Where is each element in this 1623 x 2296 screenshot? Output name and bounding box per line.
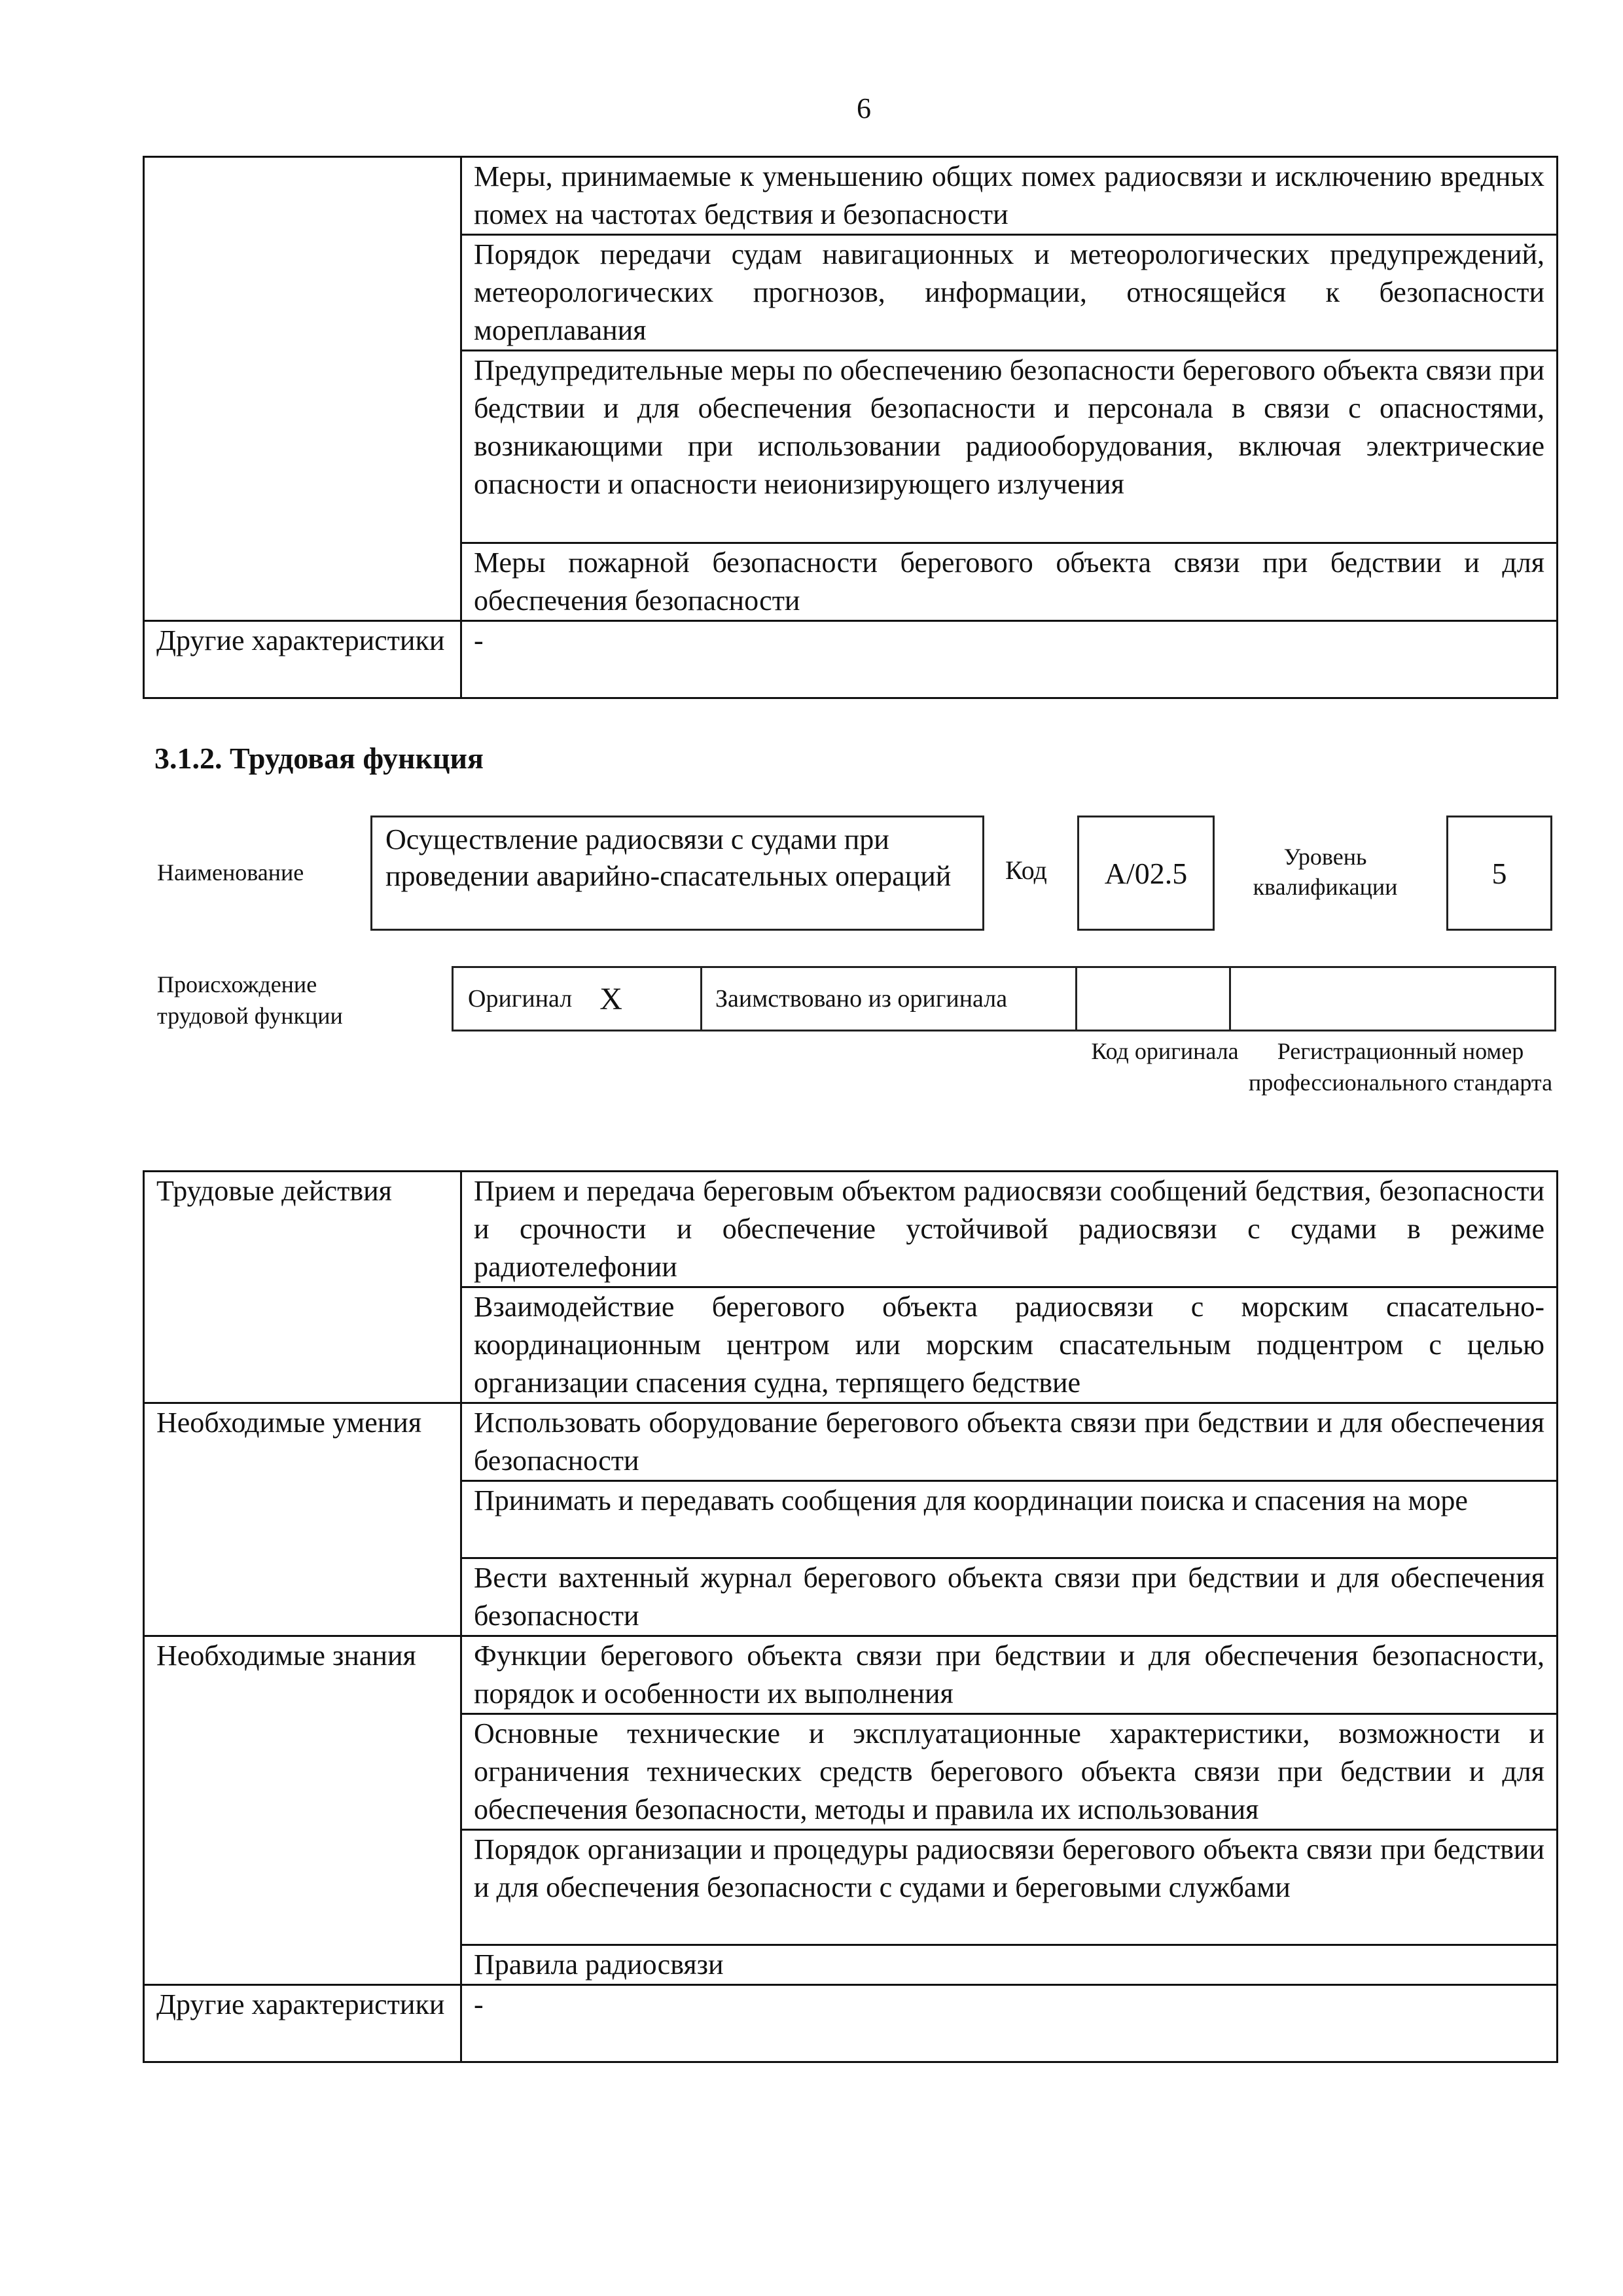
- table-row: [144, 157, 1558, 235]
- table-cell: Порядок передачи судам навигационных и метеорологических предупреждений, метеорологических прогнозов, информации, относящейся к безопасности мореплавания: [461, 235, 1558, 351]
- origin-reg-cell: [1231, 968, 1554, 1030]
- table-row: [144, 543, 1558, 621]
- row-label-knowledge: Необходимые знания: [144, 1636, 461, 1985]
- section-heading: 3.1.2. Трудовая функция: [154, 742, 484, 775]
- table-cell-empty: [144, 543, 461, 621]
- origin-original-label: Оригинал: [468, 985, 573, 1013]
- table-cell: Взаимодействие берегового объекта радиосвязи с морским спасательно-координационным центром или морским спасательным подцентром с целью организации спасения судна, терпящего бедствие: [461, 1287, 1558, 1403]
- table-row: [144, 1172, 1558, 1287]
- origin-original-cell: [454, 968, 702, 1030]
- origin-borrowed-cell: Заимствовано из оригинала: [702, 968, 1077, 1030]
- row-label-other: Другие характеристики: [144, 1985, 461, 2062]
- table-cell: Основные технические и эксплуатационные характеристики, возможности и ограничения технических средств берегового объекта связи при бедствии и для обеспечения безопасности, методы и правила их использования: [461, 1714, 1558, 1830]
- table-cell-empty: [144, 157, 461, 235]
- origin-label: Происхождение трудовой функции: [157, 971, 343, 1029]
- row-label-skills: Необходимые умения: [144, 1403, 461, 1636]
- table-cell: -: [461, 621, 1558, 698]
- name-label: Наименование: [157, 859, 304, 886]
- origin-mark: X: [599, 981, 622, 1016]
- table-row: [144, 235, 1558, 351]
- table-cell: -: [461, 1985, 1558, 2062]
- name-value-box: Осуществление радиосвязи с судами при проведении аварийно-спасательных операций: [370, 816, 984, 931]
- level-label: Уровень квалификации: [1253, 844, 1398, 900]
- table-cell: Правила радиосвязи: [461, 1945, 1558, 1985]
- code-value-box: А/02.5: [1077, 816, 1215, 931]
- table-cell: Предупредительные меры по обеспечению безопасности берегового объекта связи при бедствии и для обеспечения безопасности и персонала в связи с опасностями, возникающими при использовании радиооборудования, включая электрические опасности и опасности неионизирующего излучения: [461, 351, 1558, 543]
- table-cell: Использовать оборудование берегового объекта связи при бедствии и для обеспечения безопасности: [461, 1403, 1558, 1481]
- code-label: Код: [1005, 855, 1047, 885]
- table-row: [144, 1985, 1558, 2062]
- caption-code-original: Код оригинала: [1091, 1038, 1239, 1064]
- table-cell: Вести вахтенный журнал берегового объекта связи при бедствии и для обеспечения безопасности: [461, 1558, 1558, 1636]
- table-row: [144, 351, 1558, 543]
- table-cell: Меры, принимаемые к уменьшению общих помех радиосвязи и исключению вредных помех на частотах бедствия и безопасности: [461, 157, 1558, 235]
- origin-code-cell: [1077, 968, 1231, 1030]
- level-value-box: 5: [1446, 816, 1552, 931]
- table-row: [144, 1636, 1558, 1714]
- table-cell: Прием и передача береговым объектом радиосвязи сообщений бедствия, безопасности и срочности и обеспечение устойчивой радиосвязи с судами в режиме радиотелефонии: [461, 1172, 1558, 1287]
- table-cell-empty: [144, 351, 461, 543]
- row-label-labor-actions: Трудовые действия: [144, 1172, 461, 1403]
- table-cell: Порядок организации и процедуры радиосвязи берегового объекта связи при бедствии и для обеспечения безопасности с судами и береговыми службами: [461, 1830, 1558, 1945]
- table-cell: Функции берегового объекта связи при бедствии и для обеспечения безопасности, порядок и особенности их выполнения: [461, 1636, 1558, 1714]
- page-number: 6: [857, 92, 871, 124]
- caption-reg-number: Регистрационный номер профессионального стандарта: [1248, 1038, 1553, 1096]
- table-row: [144, 621, 1558, 698]
- row-label-other: Другие характеристики: [144, 621, 461, 698]
- table-row: [144, 1403, 1558, 1481]
- table-cell: Принимать и передавать сообщения для координации поиска и спасения на море: [461, 1481, 1558, 1558]
- table-cell: Меры пожарной безопасности берегового объекта связи при бедствии и для обеспечения безопасности: [461, 543, 1558, 621]
- top-table: [143, 156, 1558, 699]
- table-cell-empty: [144, 235, 461, 351]
- function-table: [143, 1170, 1558, 2063]
- origin-row: [452, 966, 1556, 1031]
